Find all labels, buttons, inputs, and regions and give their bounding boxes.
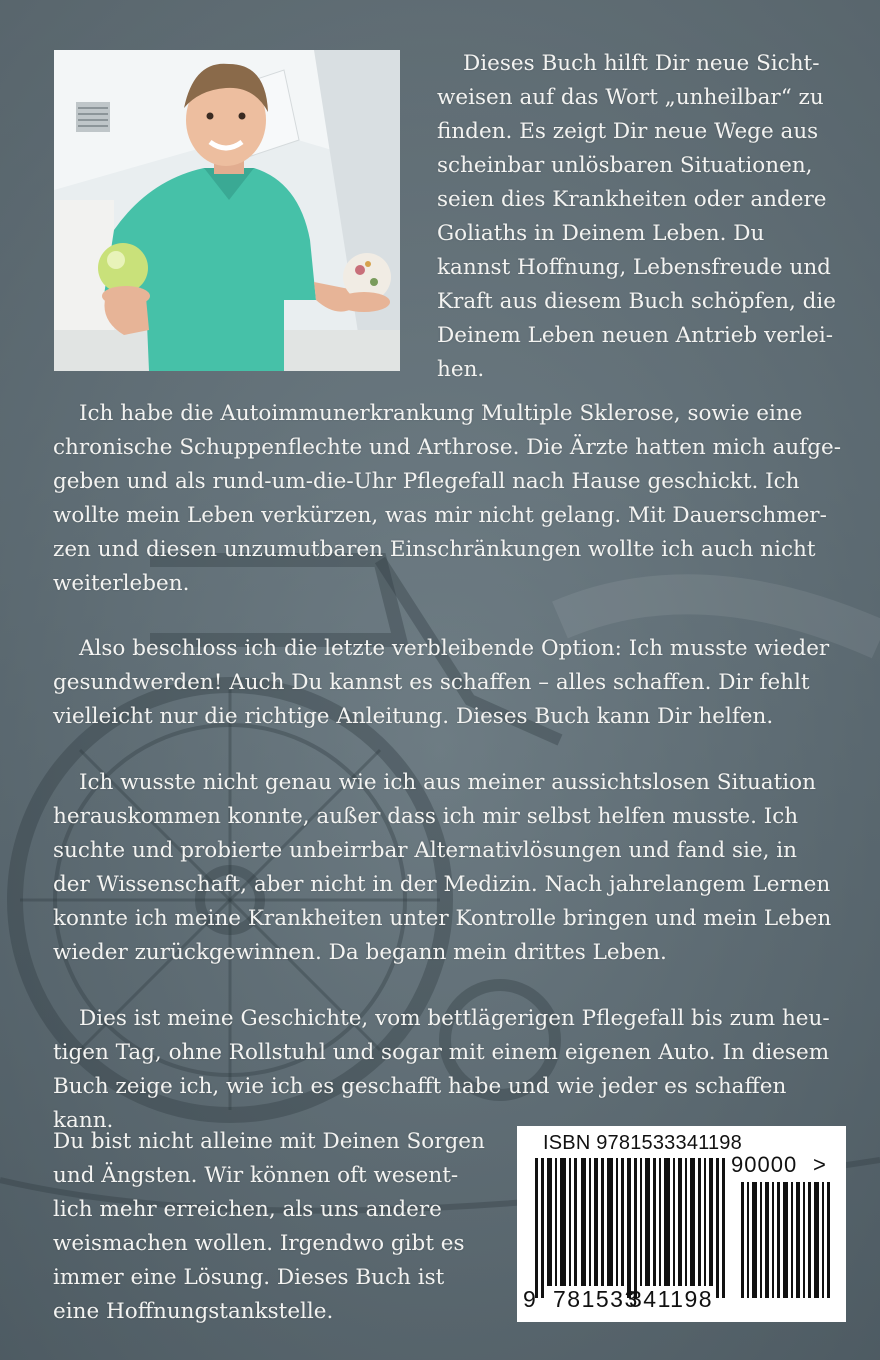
intro-paragraph: Dieses Buch hilft Dir neue Sicht- weisen auf das Wort „unheilbar“ zu finden. Es zeigt Dir neue Wege aus scheinbar unlösbaren Situationen, seien dies Krankheiten oder andere Goliaths in Deinem Leben. Du kannst Hoffnung, Lebensfreude und Kraft aus diesem Buch schöpfen, die Deinem Leben neuen Antrieb verlei- hen. bbox=[437, 51, 837, 382]
closing-text: Du bist nicht alleine mit Deinen Sorgen und Ängsten. Wir können oft wesent- lich mehr erreichen, als uns andere weismachen wollen. Irgendwo gibt es immer eine Lösung. Dieses Buch ist eine Hoffnungstankstelle. bbox=[53, 1129, 485, 1324]
body-paragraph-4 bbox=[53, 1002, 843, 1138]
paragraph-text: Ich wusste nicht genau wie ich aus meiner aussichtslosen Situation herauskommen konnte, außer dass ich mir selbst helfen musste. Ich suchte und probierte unbeirrbar Alternativlösungen und fand sie, in der Wissenschaft, aber nicht in der Medizin. Nach jahrelangem Lernen konnte ich meine Krankheiten unter Kontrolle bringen und mein Leben wieder zurückgewinnen. Da begann mein drittes Leben. bbox=[53, 770, 832, 965]
price-arrow: > bbox=[813, 1152, 826, 1177]
price-code: 90000 bbox=[731, 1152, 798, 1177]
intro-text-block bbox=[437, 47, 857, 387]
closing-paragraph bbox=[53, 1125, 503, 1329]
body-paragraph-1 bbox=[53, 397, 843, 601]
isbn-label: ISBN 9781533341198 bbox=[543, 1132, 742, 1154]
author-photo bbox=[54, 50, 400, 371]
barcode-digit-first: 9 bbox=[523, 1286, 536, 1312]
body-paragraph-2 bbox=[53, 632, 843, 734]
body-paragraph-3 bbox=[53, 766, 843, 970]
barcode-digits-left: 781533 bbox=[553, 1286, 639, 1312]
isbn-barcode bbox=[517, 1126, 846, 1322]
paragraph-text: Also beschloss ich die letzte verbleibende Option: Ich musste wieder gesundwerden! Auch Du kannst es schaffen – alles schaffen. Dir fehlt vielleicht nur die richtige Anleitung. Dieses Buch kann Dir helfen. bbox=[53, 636, 830, 729]
paragraph-text: Ich habe die Autoimmunerkrankung Multiple Sklerose, sowie eine chronische Schuppenflechte und Arthrose. Die Ärzte hatten mich aufge- geben und als rund-um-die-Uhr Pflegefall nach Hause geschickt. Ich wollte mein Leben verkürzen, was mir nicht gelang. Mit Dauerschmer- zen und diesen unzumutbaren Einschränkungen wollte ich auch nicht weiterleben. bbox=[53, 401, 841, 596]
paragraph-text: Dies ist meine Geschichte, vom bettlägerigen Pflegefall bis zum heu- tigen Tag, ohne Rollstuhl und sogar mit einem eigenen Auto. In diesem Buch zeige ich, wie ich es geschafft habe und wie jeder es schaffen kann. bbox=[53, 1006, 830, 1133]
barcode-digits-right: 341198 bbox=[629, 1286, 714, 1312]
